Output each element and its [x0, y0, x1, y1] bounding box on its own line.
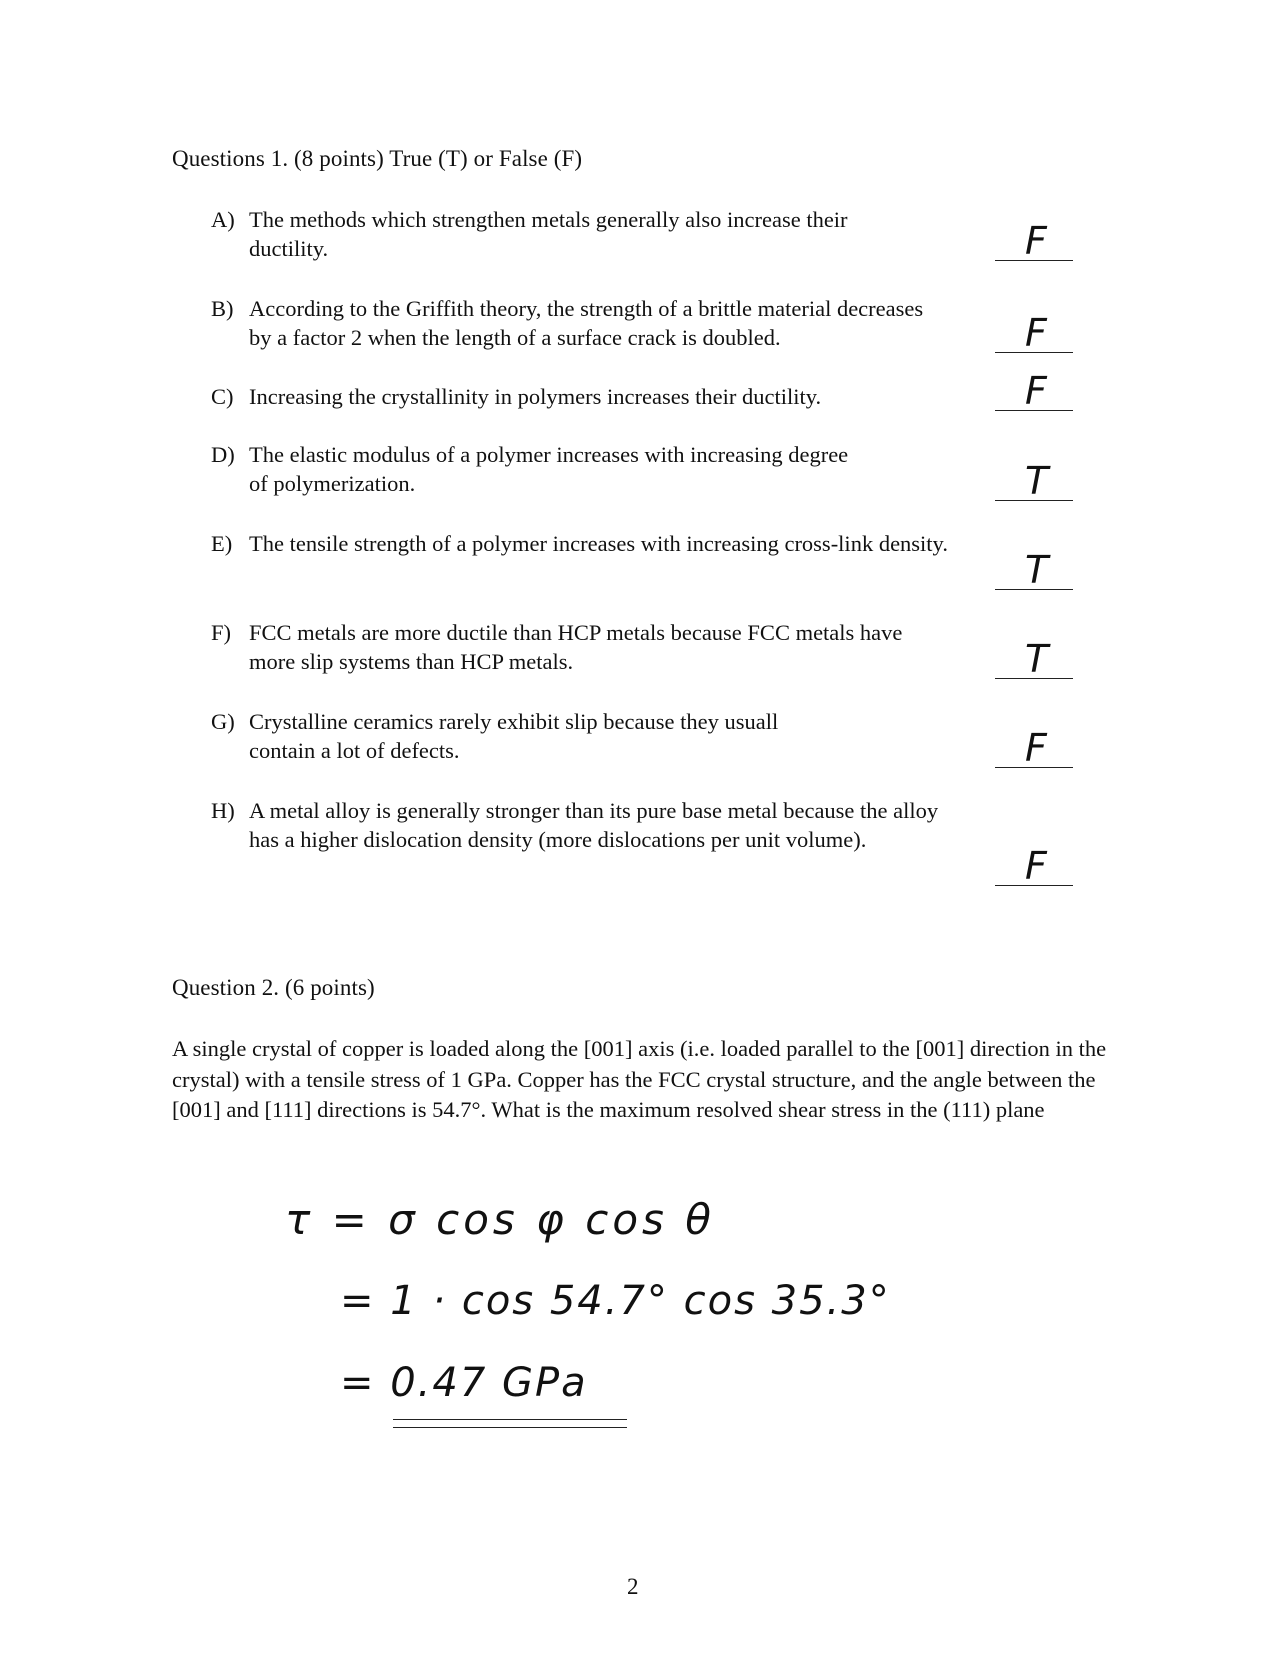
handwritten-answer: F — [1025, 844, 1047, 888]
handwritten-answer: F — [1025, 369, 1047, 413]
item-text: According to the Griffith theory, the strength of a brittle material decreases by a factor 2 when the length of a surface crack is doubled. — [249, 296, 924, 350]
handwritten-equation-line-1: τ = σ cos φ cos θ — [285, 1195, 715, 1244]
item-letter: E) — [211, 531, 233, 556]
item-text: Crystalline ceramics rarely exhibit slip because they usuall contain a lot of defects. — [249, 709, 779, 763]
item-letter: B) — [211, 296, 234, 321]
handwritten-answer: T — [1025, 548, 1049, 592]
answer-b — [995, 312, 1073, 353]
item-text: Increasing the crystallinity in polymers increases their ductility. — [249, 384, 822, 409]
page-number: 2 — [627, 1574, 639, 1599]
item-text: The elastic modulus of a polymer increases with increasing degree of polymerization. — [249, 442, 849, 496]
question-1-item-b — [211, 294, 951, 352]
answer-e — [995, 549, 1073, 590]
question-1-item-h — [211, 796, 951, 854]
answer-double-underline — [393, 1419, 627, 1428]
item-letter: H) — [211, 798, 235, 823]
question-1-item-c — [211, 382, 951, 411]
question-2-text: A single crystal of copper is loaded along the [001] axis (i.e. loaded parallel to the [001] direction in the crystal) with a tensile stress of 1 GPa. Copper has the FCC crystal structure, and the angle between the [001] and [111] directions is 54.7°. What is the maximum resolved shear stress in the (111) plane — [172, 1036, 1107, 1122]
handwritten-answer: F — [1025, 219, 1047, 263]
item-letter: C) — [211, 384, 234, 409]
question-1-heading: Questions 1. (8 points) True (T) or False (F) — [172, 146, 583, 171]
item-letter: D) — [211, 442, 235, 467]
question-1-item-d — [211, 440, 951, 498]
item-text: A metal alloy is generally stronger than its pure base metal because the alloy has a higher dislocation density (more dislocations per unit volume). — [249, 798, 939, 852]
item-letter: A) — [211, 207, 235, 232]
answer-f — [995, 638, 1073, 679]
question-1-item-a — [211, 205, 951, 263]
handwritten-answer: T — [1025, 637, 1049, 681]
item-text: The tensile strength of a polymer increases with increasing cross-link density. — [249, 531, 948, 556]
item-letter: G) — [211, 709, 235, 734]
answer-c — [995, 370, 1073, 411]
question-1-item-g — [211, 707, 951, 765]
question-1-item-f — [211, 618, 951, 676]
item-text: FCC metals are more ductile than HCP metals because FCC metals have more slip systems than HCP metals. — [249, 620, 903, 674]
answer-d — [995, 460, 1073, 501]
handwritten-equation-line-3: = 0.47 GPa — [340, 1360, 588, 1406]
answer-h — [995, 845, 1073, 886]
item-text: The methods which strengthen metals generally also increase their ductility. — [249, 207, 848, 261]
question-2-heading: Question 2. (6 points) — [172, 975, 375, 1000]
item-letter: F) — [211, 620, 232, 645]
handwritten-answer: T — [1025, 459, 1049, 503]
handwritten-equation-line-2: = 1 · cos 54.7° cos 35.3° — [340, 1278, 891, 1324]
answer-a — [995, 220, 1073, 261]
question-1-item-e — [211, 529, 951, 558]
handwritten-answer: F — [1025, 311, 1047, 355]
handwritten-answer: F — [1025, 726, 1047, 770]
answer-g — [995, 727, 1073, 768]
